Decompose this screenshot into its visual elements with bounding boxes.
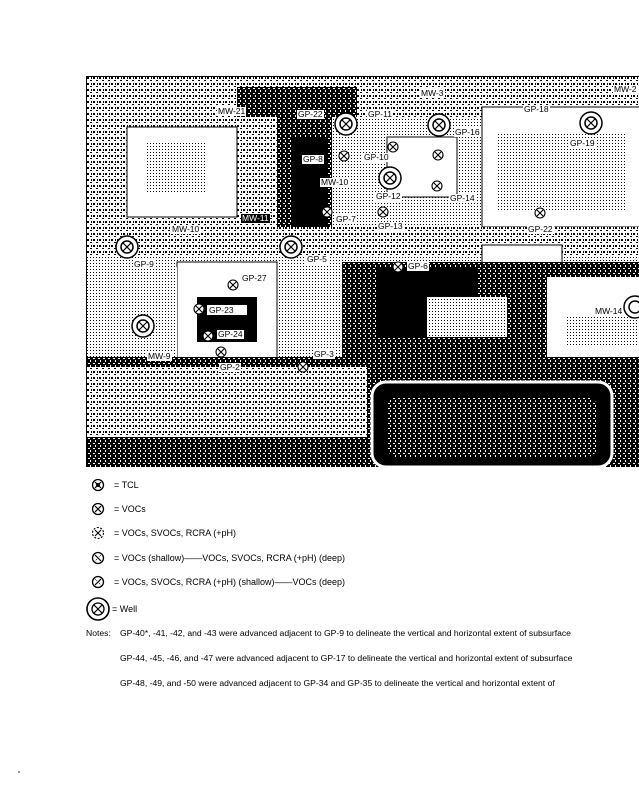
label-gp-3: GP-3 bbox=[314, 349, 334, 359]
vocs-symbol-icon bbox=[86, 500, 110, 518]
note-line: GP-48, -49, and -50 were advanced adjacent to GP-34 and GP-35 to delineate the vertical and horizontal extent of bbox=[120, 678, 555, 688]
label-gp-5: GP-5 bbox=[307, 254, 327, 264]
tcl-symbol-icon bbox=[86, 476, 110, 494]
stray-mark bbox=[18, 771, 20, 773]
probe-marker-gp-22[interactable] bbox=[535, 208, 545, 218]
label-gp-13: GP-13 bbox=[378, 221, 403, 231]
label-gp-16: GP-16 bbox=[455, 127, 480, 137]
legend-item-tcl bbox=[86, 476, 139, 494]
probe-marker-gp-13[interactable] bbox=[378, 207, 388, 217]
probe-marker-gp-8[interactable] bbox=[339, 151, 349, 161]
legend-label: = VOCs (shallow)——VOCs, SVOCs, RCRA (+pH) (deep) bbox=[114, 553, 346, 563]
well-marker-mw-10-west[interactable] bbox=[116, 236, 138, 258]
label-gp-23: GP-23 bbox=[209, 305, 234, 315]
label-mw-21: MW-21 bbox=[218, 106, 246, 116]
site-map bbox=[86, 76, 639, 467]
note-line: GP-40*, -41, -42, and -43 were advanced adjacent to GP-9 to delineate the vertical and horizontal extent of subsurface bbox=[120, 628, 571, 638]
label-gp-22-north: GP-22 bbox=[298, 109, 323, 119]
label-gp-12: GP-12 bbox=[376, 191, 401, 201]
label-gp-2: GP-2 bbox=[220, 362, 240, 372]
label-mw-2: MW-2 bbox=[614, 84, 637, 94]
label-gp-27: GP-27 bbox=[242, 273, 267, 283]
well-marker-mw-21[interactable] bbox=[335, 113, 357, 135]
vocs-shallow-symbol-icon bbox=[86, 549, 110, 567]
label-mw-10: MW-10 bbox=[321, 177, 349, 187]
vocs-svocs-rcra-symbol-icon bbox=[86, 524, 110, 542]
legend-item-well bbox=[86, 597, 137, 621]
label-mw-11: MW-11 bbox=[242, 213, 269, 223]
notes-heading: Notes: bbox=[86, 628, 111, 638]
label-mw-14: MW-14 bbox=[595, 306, 623, 316]
probe-marker-gp-24[interactable] bbox=[203, 331, 213, 341]
label-gp-9: GP-9 bbox=[134, 259, 154, 269]
probe-marker-gp-2[interactable] bbox=[216, 347, 226, 357]
label-mw-9: MW-9 bbox=[148, 351, 171, 361]
legend-label: = Well bbox=[112, 604, 138, 614]
label-gp-22-east: GP-22 bbox=[528, 224, 553, 234]
well-marker-mw-11[interactable] bbox=[280, 236, 302, 258]
probe-marker-gp-27[interactable] bbox=[228, 280, 238, 290]
well-marker-mw-14[interactable] bbox=[624, 296, 639, 318]
well-marker-mw-10[interactable] bbox=[379, 167, 401, 189]
label-gp-14: GP-14 bbox=[450, 193, 475, 203]
probe-marker-gp-23[interactable] bbox=[194, 304, 204, 314]
legend-item-vocs bbox=[86, 500, 146, 518]
label-gp-7: GP-7 bbox=[336, 214, 356, 224]
label-gp-24: GP-24 bbox=[218, 329, 243, 339]
label-gp-8: GP-8 bbox=[303, 154, 323, 164]
label-gp-10: GP-10 bbox=[364, 152, 389, 162]
label-mw-3: MW-3 bbox=[421, 88, 444, 98]
well-marker-mw-2[interactable] bbox=[580, 112, 602, 134]
well-marker-mw-9[interactable] bbox=[132, 315, 154, 337]
map-markers bbox=[87, 77, 639, 467]
legend-label: = VOCs, SVOCs, RCRA (+pH) bbox=[114, 528, 237, 538]
legend-label: = VOCs, SVOCs, RCRA (+pH) (shallow)——VOCs (deep) bbox=[114, 577, 346, 587]
note-line: GP-44, -45, -46, and -47 were advanced adjacent to GP-17 to delineate the vertical and horizontal extent of subsurface bbox=[120, 653, 573, 663]
probe-marker-gp-7[interactable] bbox=[322, 207, 332, 217]
well-marker-mw-3[interactable] bbox=[428, 114, 450, 136]
legend-label: = TCL bbox=[114, 480, 139, 490]
legend-label: = VOCs bbox=[114, 504, 146, 514]
probe-marker-gp-10[interactable] bbox=[388, 142, 398, 152]
legend-item-vocs-shallow bbox=[86, 549, 345, 567]
label-gp-19: GP-19 bbox=[570, 138, 595, 148]
label-gp-11: GP-11 bbox=[368, 109, 392, 119]
well-symbol-icon bbox=[86, 597, 110, 621]
label-mw-10-west: MW-10 bbox=[172, 224, 200, 234]
legend-item-vocs-svocs-rcra bbox=[86, 524, 236, 542]
probe-marker-gp-3[interactable] bbox=[298, 362, 308, 372]
probe-marker-gp-11[interactable] bbox=[433, 150, 443, 160]
label-gp-6: GP-6 bbox=[408, 261, 428, 271]
legend-item-vocs-deep bbox=[86, 573, 345, 591]
vocs-deep-symbol-icon bbox=[86, 573, 110, 591]
probe-marker-gp-14[interactable] bbox=[432, 181, 442, 191]
probe-marker-gp-6[interactable] bbox=[393, 262, 403, 272]
label-gp-18: GP-18 bbox=[524, 104, 549, 114]
